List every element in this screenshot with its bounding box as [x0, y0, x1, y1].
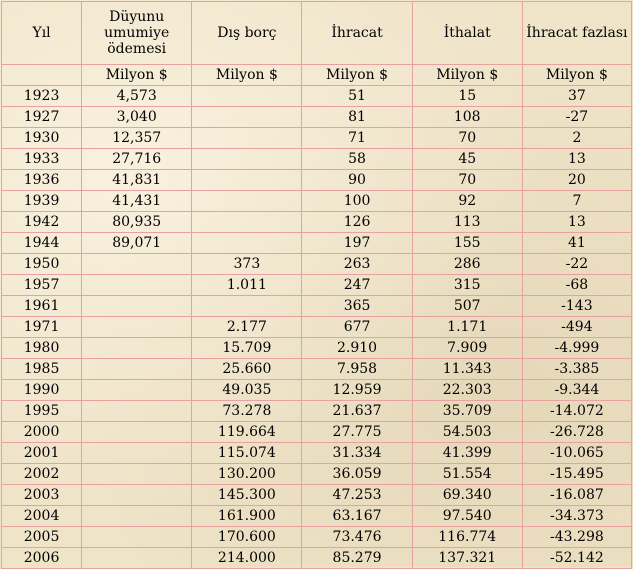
- dis-borc-cell: 115.074: [192, 443, 302, 464]
- year-cell: 1971: [2, 317, 82, 338]
- year-cell: 2001: [2, 443, 82, 464]
- ithalat-cell: 315: [412, 275, 522, 296]
- dis-borc-cell: 73.278: [192, 401, 302, 422]
- dis-borc-cell: [192, 149, 302, 170]
- duyunu-cell: [82, 254, 192, 275]
- year-cell: 1930: [2, 128, 82, 149]
- ihracat-fazlasi-cell: -4.999: [522, 338, 631, 359]
- table-body: [2, 86, 632, 569]
- ihracat-fazlasi-cell: 37: [522, 86, 631, 107]
- year-cell: 1944: [2, 233, 82, 254]
- ithalat-cell: 97.540: [412, 506, 522, 527]
- duyunu-cell: [82, 443, 192, 464]
- ithalat-cell: 45: [412, 149, 522, 170]
- table-row: [2, 443, 632, 464]
- ithalat-cell: 11.343: [412, 359, 522, 380]
- table-row: [2, 401, 632, 422]
- header-ihracat-fazlasi: İhracat fazlası: [522, 2, 631, 65]
- dis-borc-cell: [192, 296, 302, 317]
- ihracat-cell: 73.476: [302, 527, 412, 548]
- duyunu-cell: [82, 485, 192, 506]
- ihracat-cell: 47.253: [302, 485, 412, 506]
- dis-borc-cell: 25.660: [192, 359, 302, 380]
- duyunu-cell: [82, 296, 192, 317]
- unit-cell: Milyon $: [522, 65, 631, 86]
- unit-cell: Milyon $: [302, 65, 412, 86]
- table-row: [2, 338, 632, 359]
- dis-borc-cell: [192, 191, 302, 212]
- duyunu-cell: [82, 401, 192, 422]
- header-duyunu-umumiye: Düyunu umumiye ödemesi: [82, 2, 192, 65]
- ithalat-cell: 113: [412, 212, 522, 233]
- ihracat-fazlasi-cell: -10.065: [522, 443, 631, 464]
- dis-borc-cell: [192, 233, 302, 254]
- year-cell: 1933: [2, 149, 82, 170]
- ihracat-cell: 126: [302, 212, 412, 233]
- table-row: [2, 422, 632, 443]
- ithalat-cell: 22.303: [412, 380, 522, 401]
- ithalat-cell: 51.554: [412, 464, 522, 485]
- table-row: [2, 254, 632, 275]
- ithalat-cell: 137.321: [412, 548, 522, 569]
- ithalat-cell: 108: [412, 107, 522, 128]
- ihracat-cell: 677: [302, 317, 412, 338]
- ihracat-fazlasi-cell: -14.072: [522, 401, 631, 422]
- table-row: [2, 548, 632, 569]
- year-cell: 1950: [2, 254, 82, 275]
- year-cell: 2000: [2, 422, 82, 443]
- year-cell: 1985: [2, 359, 82, 380]
- ithalat-cell: 286: [412, 254, 522, 275]
- ihracat-cell: 90: [302, 170, 412, 191]
- ihracat-cell: 36.059: [302, 464, 412, 485]
- ihracat-cell: 27.775: [302, 422, 412, 443]
- duyunu-cell: [82, 338, 192, 359]
- year-cell: 2006: [2, 548, 82, 569]
- year-cell: 1990: [2, 380, 82, 401]
- duyunu-cell: 80,935: [82, 212, 192, 233]
- dis-borc-cell: 2.177: [192, 317, 302, 338]
- table-row: [2, 485, 632, 506]
- year-cell: 2005: [2, 527, 82, 548]
- ihracat-fazlasi-cell: -27: [522, 107, 631, 128]
- ihracat-fazlasi-cell: -15.495: [522, 464, 631, 485]
- table-row: [2, 317, 632, 338]
- duyunu-cell: [82, 275, 192, 296]
- unit-cell: Milyon $: [412, 65, 522, 86]
- dis-borc-cell: 130.200: [192, 464, 302, 485]
- ihracat-cell: 197: [302, 233, 412, 254]
- table-row: [2, 380, 632, 401]
- ihracat-fazlasi-cell: -68: [522, 275, 631, 296]
- dis-borc-cell: 161.900: [192, 506, 302, 527]
- ihracat-cell: 2.910: [302, 338, 412, 359]
- ihracat-fazlasi-cell: 20: [522, 170, 631, 191]
- year-cell: 2004: [2, 506, 82, 527]
- ihracat-fazlasi-cell: -52.142: [522, 548, 631, 569]
- year-cell: 2003: [2, 485, 82, 506]
- dis-borc-cell: [192, 128, 302, 149]
- year-cell: 1961: [2, 296, 82, 317]
- table-row: [2, 107, 632, 128]
- header-dis-borc: Dış borç: [192, 2, 302, 65]
- table-row: [2, 506, 632, 527]
- table-row: [2, 275, 632, 296]
- year-cell: 1980: [2, 338, 82, 359]
- duyunu-cell: [82, 464, 192, 485]
- ithalat-cell: 1.171: [412, 317, 522, 338]
- year-cell: 1936: [2, 170, 82, 191]
- duyunu-cell: [82, 422, 192, 443]
- ithalat-cell: 35.709: [412, 401, 522, 422]
- dis-borc-cell: [192, 107, 302, 128]
- dis-borc-cell: 170.600: [192, 527, 302, 548]
- duyunu-cell: 27,716: [82, 149, 192, 170]
- dis-borc-cell: 214.000: [192, 548, 302, 569]
- ihracat-fazlasi-cell: 7: [522, 191, 631, 212]
- ihracat-fazlasi-cell: 13: [522, 212, 631, 233]
- ihracat-cell: 71: [302, 128, 412, 149]
- ihracat-cell: 63.167: [302, 506, 412, 527]
- ihracat-cell: 100: [302, 191, 412, 212]
- unit-cell: Milyon $: [82, 65, 192, 86]
- ihracat-cell: 81: [302, 107, 412, 128]
- ihracat-fazlasi-cell: -34.373: [522, 506, 631, 527]
- duyunu-cell: 41,431: [82, 191, 192, 212]
- units-row: [2, 65, 632, 86]
- ithalat-cell: 69.340: [412, 485, 522, 506]
- dis-borc-cell: 49.035: [192, 380, 302, 401]
- duyunu-cell: 3,040: [82, 107, 192, 128]
- header-ihracat: İhracat: [302, 2, 412, 65]
- ithalat-cell: 70: [412, 170, 522, 191]
- ithalat-cell: 155: [412, 233, 522, 254]
- year-cell: 1942: [2, 212, 82, 233]
- ithalat-cell: 15: [412, 86, 522, 107]
- ihracat-cell: 31.334: [302, 443, 412, 464]
- table-row: [2, 359, 632, 380]
- duyunu-cell: 89,071: [82, 233, 192, 254]
- ihracat-fazlasi-cell: -16.087: [522, 485, 631, 506]
- table-row: [2, 212, 632, 233]
- ihracat-cell: 365: [302, 296, 412, 317]
- ihracat-cell: 263: [302, 254, 412, 275]
- ihracat-fazlasi-cell: -143: [522, 296, 631, 317]
- ihracat-cell: 12.959: [302, 380, 412, 401]
- ithalat-cell: 7.909: [412, 338, 522, 359]
- dis-borc-cell: 373: [192, 254, 302, 275]
- ihracat-cell: 51: [302, 86, 412, 107]
- year-cell: 1927: [2, 107, 82, 128]
- ihracat-cell: 58: [302, 149, 412, 170]
- year-cell: 2002: [2, 464, 82, 485]
- duyunu-cell: [82, 317, 192, 338]
- duyunu-cell: [82, 548, 192, 569]
- table-row: [2, 170, 632, 191]
- dis-borc-cell: [192, 212, 302, 233]
- trade-debt-table: [1, 1, 632, 569]
- duyunu-cell: [82, 506, 192, 527]
- header-row: [2, 2, 632, 65]
- ihracat-fazlasi-cell: -3.385: [522, 359, 631, 380]
- table-row: [2, 527, 632, 548]
- table-row: [2, 296, 632, 317]
- table-row: [2, 464, 632, 485]
- ihracat-fazlasi-cell: -9.344: [522, 380, 631, 401]
- header-ithalat: İthalat: [412, 2, 522, 65]
- header-year: Yıl: [2, 2, 82, 65]
- ihracat-cell: 85.279: [302, 548, 412, 569]
- ithalat-cell: 70: [412, 128, 522, 149]
- ihracat-cell: 21.637: [302, 401, 412, 422]
- table-row: [2, 149, 632, 170]
- dis-borc-cell: 119.664: [192, 422, 302, 443]
- year-cell: 1995: [2, 401, 82, 422]
- ihracat-fazlasi-cell: 13: [522, 149, 631, 170]
- ihracat-fazlasi-cell: 41: [522, 233, 631, 254]
- ihracat-fazlasi-cell: -43.298: [522, 527, 631, 548]
- duyunu-cell: [82, 527, 192, 548]
- duyunu-cell: 41,831: [82, 170, 192, 191]
- duyunu-cell: 4,573: [82, 86, 192, 107]
- ihracat-fazlasi-cell: -26.728: [522, 422, 631, 443]
- ihracat-fazlasi-cell: -494: [522, 317, 631, 338]
- duyunu-cell: [82, 359, 192, 380]
- dis-borc-cell: 145.300: [192, 485, 302, 506]
- ithalat-cell: 92: [412, 191, 522, 212]
- ihracat-cell: 7.958: [302, 359, 412, 380]
- unit-cell: Milyon $: [192, 65, 302, 86]
- dis-borc-cell: 1.011: [192, 275, 302, 296]
- table-row: [2, 191, 632, 212]
- ihracat-fazlasi-cell: -22: [522, 254, 631, 275]
- ithalat-cell: 507: [412, 296, 522, 317]
- table-row: [2, 128, 632, 149]
- year-cell: 1923: [2, 86, 82, 107]
- table-row: [2, 233, 632, 254]
- ihracat-fazlasi-cell: 2: [522, 128, 631, 149]
- year-cell: 1957: [2, 275, 82, 296]
- year-cell: 1939: [2, 191, 82, 212]
- unit-cell: [2, 65, 82, 86]
- dis-borc-cell: [192, 170, 302, 191]
- ithalat-cell: 116.774: [412, 527, 522, 548]
- ihracat-cell: 247: [302, 275, 412, 296]
- dis-borc-cell: 15.709: [192, 338, 302, 359]
- duyunu-cell: 12,357: [82, 128, 192, 149]
- duyunu-cell: [82, 380, 192, 401]
- table-row: [2, 86, 632, 107]
- dis-borc-cell: [192, 86, 302, 107]
- ithalat-cell: 54.503: [412, 422, 522, 443]
- ithalat-cell: 41.399: [412, 443, 522, 464]
